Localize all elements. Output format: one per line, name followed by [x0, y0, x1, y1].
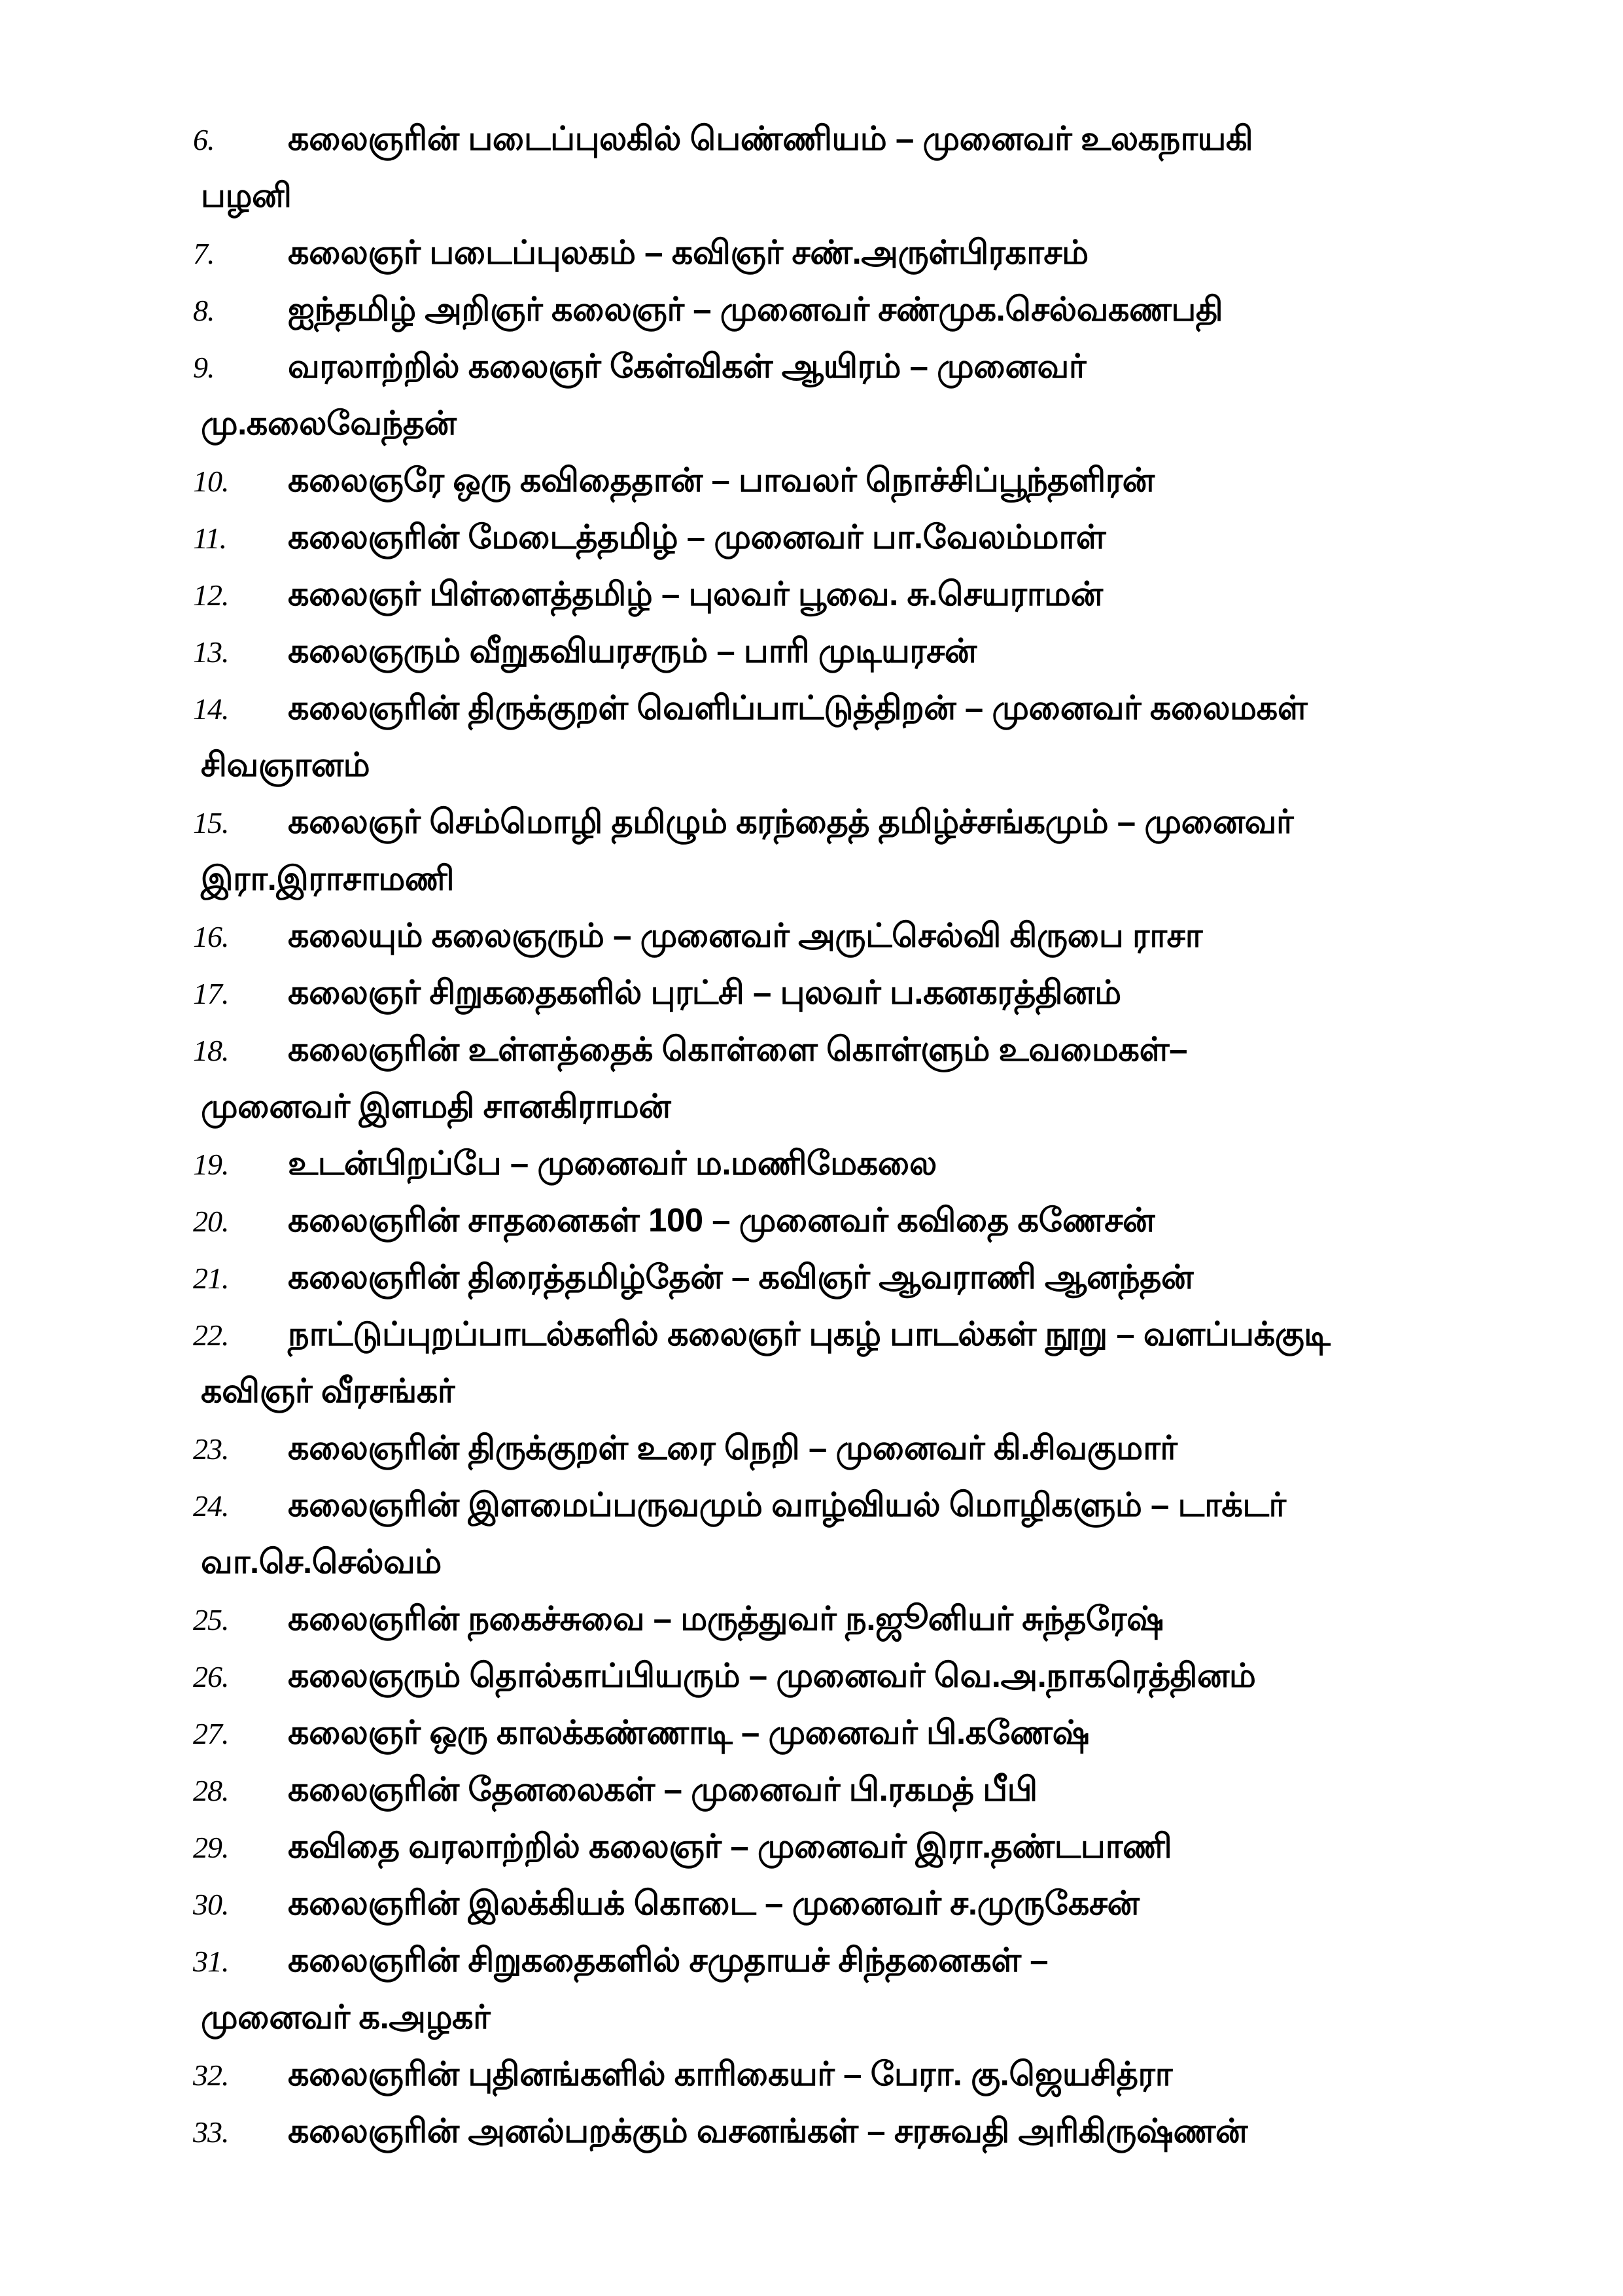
book-list	[193, 110, 1544, 2159]
item-number: 16.	[193, 920, 229, 953]
item-text: கலைஞரின் அனல்பறக்கும் வசனங்கள் – சரசுவதி அரிகிருஷ்ணன்	[288, 2112, 1248, 2149]
item-number: 19.	[193, 1148, 229, 1181]
item-number: 24.	[193, 1489, 229, 1523]
list-item	[193, 964, 1544, 1021]
list-item	[193, 224, 1544, 281]
item-text: கலையும் கலைஞரும் – முனைவர் அருட்செல்வி கிருபை ராசா	[288, 917, 1202, 954]
item-text: கலைஞரின் மேடைத்தமிழ் – முனைவர் பா.வேலம்மாள்	[288, 518, 1106, 556]
list-item	[193, 565, 1544, 622]
item-text: கவிதை வரலாற்றில் கலைஞர் – முனைவர் இரா.தண்டபாணி	[288, 1828, 1172, 1865]
list-item	[193, 907, 1544, 964]
item-continuation: முனைவர் க.அழகர்	[201, 1998, 491, 2036]
list-item	[193, 1875, 1544, 1932]
item-text: கலைஞரின் படைப்புலகில் பெண்ணியம் – முனைவர் உலகநாயகி	[288, 120, 1253, 157]
item-text: கலைஞர் சிறுகதைகளில் புரட்சி – புலவர் ப.கனகரத்தினம்	[288, 974, 1121, 1011]
item-text: கலைஞரே ஒரு கவிதைதான் – பாவலர் நொச்சிப்பூந்தளிரன்	[288, 461, 1155, 499]
item-number: 14.	[193, 692, 229, 726]
list-item	[193, 1932, 1544, 1988]
list-item	[193, 338, 1544, 395]
item-continuation: முனைவர் இளமதி சானகிராமன்	[201, 1087, 671, 1125]
item-number: 32.	[193, 2058, 229, 2092]
item-number: 18.	[193, 1034, 229, 1067]
list-item	[193, 1135, 1544, 1192]
list-item	[193, 793, 1544, 850]
item-text: கலைஞரின் இலக்கியக் கொடை – முனைவர் ச.முருகேசன்	[288, 1884, 1140, 1922]
item-text: நாட்டுப்புறப்பாடல்களில் கலைஞர் புகழ் பாடல்கள் நூறு – வளப்பக்குடி	[288, 1315, 1331, 1352]
item-text: கலைஞரின் புதினங்களில் காரிகையர் – பேரா. கு.ஜெயசித்ரா	[288, 2055, 1172, 2093]
item-number: 15.	[193, 806, 229, 839]
item-text: கலைஞரின் சாதனைகள் 100 – முனைவர் கவிதை கணேசன்	[288, 1201, 1155, 1239]
item-text: கலைஞர் படைப்புலகம் – கவிஞர் சண்.அருள்பிரகாசம்	[288, 234, 1089, 271]
list-item	[193, 1818, 1544, 1875]
item-number: 12.	[193, 578, 229, 612]
item-text: கலைஞரும் வீறுகவியரசரும் – பாரி முடியரசன்	[288, 632, 977, 669]
item-text: ஐந்தமிழ் அறிஞர் கலைஞர் – முனைவர் சண்முக.செல்வகணபதி	[288, 291, 1223, 328]
item-text: கலைஞரும் தொல்காப்பியரும் – முனைவர் வெ.அ.நாகரெத்தினம்	[288, 1657, 1256, 1694]
item-continuation: பழனி	[201, 177, 292, 214]
list-item	[193, 1761, 1544, 1818]
item-text: கலைஞரின் உள்ளத்தைக் கொள்ளை கொள்ளும் உவமைகள்–	[288, 1031, 1187, 1068]
list-item	[193, 1590, 1544, 1647]
item-number: 7.	[193, 237, 215, 270]
list-item	[193, 110, 1544, 167]
item-number: 31.	[193, 1945, 229, 1978]
item-text: கலைஞர் ஒரு காலக்கண்ணாடி – முனைவர் பி.கணேஷ்	[288, 1714, 1090, 1751]
item-text: கலைஞரின் திரைத்தமிழ்தேன் – கவிஞர் ஆவராணி ஆனந்தன்	[288, 1258, 1193, 1296]
list-item	[193, 1704, 1544, 1761]
list-item	[193, 1647, 1544, 1704]
item-number: 10.	[193, 465, 229, 498]
item-number: 27.	[193, 1717, 229, 1750]
list-item	[193, 2102, 1544, 2159]
list-item	[193, 679, 1544, 736]
list-item	[193, 451, 1544, 508]
item-text: வரலாற்றில் கலைஞர் கேள்விகள் ஆயிரம் – முனைவர்	[288, 347, 1086, 385]
item-number: 25.	[193, 1603, 229, 1636]
item-number: 29.	[193, 1831, 229, 1864]
item-number: 23.	[193, 1432, 229, 1466]
item-continuation: இரா.இராசாமணி	[201, 860, 455, 897]
list-item	[193, 1476, 1544, 1533]
item-number: 8.	[193, 294, 215, 327]
list-item	[193, 508, 1544, 565]
item-number: 30.	[193, 1888, 229, 1921]
item-text: கலைஞரின் தேனலைகள் – முனைவர் பி.ரகமத் பீபி	[288, 1771, 1038, 1808]
item-text: கலைஞரின் இளமைப்பருவமும் வாழ்வியல் மொழிகளும் – டாக்டர்	[288, 1486, 1286, 1523]
item-number: 26.	[193, 1660, 229, 1693]
list-item	[193, 622, 1544, 679]
list-item	[193, 2045, 1544, 2102]
list-item	[193, 1305, 1544, 1362]
item-text: கலைஞர் பிள்ளைத்தமிழ் – புலவர் பூவை. சு.செயராமன்	[288, 575, 1103, 612]
item-text: கலைஞரின் சிறுகதைகளில் சமுதாயச் சிந்தனைகள் –	[288, 1941, 1049, 1979]
item-continuation: வா.செ.செல்வம்	[201, 1543, 442, 1580]
item-number: 28.	[193, 1774, 229, 1807]
item-number: 33.	[193, 2115, 229, 2149]
item-number: 21.	[193, 1262, 229, 1295]
item-number: 13.	[193, 635, 229, 669]
item-number: 20.	[193, 1205, 229, 1238]
item-text: உடன்பிறப்பே – முனைவர் ம.மணிமேகலை	[288, 1144, 937, 1182]
item-continuation: கவிஞர் வீரசங்கர்	[201, 1372, 455, 1409]
list-item	[193, 281, 1544, 338]
item-text: கலைஞரின் திருக்குறள் வெளிப்பாட்டுத்திறன் – முனைவர் கலைமகள்	[288, 689, 1308, 726]
list-item	[193, 1248, 1544, 1305]
list-item	[193, 1021, 1544, 1078]
item-number: 6.	[193, 123, 215, 156]
item-number: 17.	[193, 977, 229, 1010]
item-number: 22.	[193, 1318, 229, 1352]
item-text: கலைஞரின் நகைச்சுவை – மருத்துவர் ந.ஜூனியர் சுந்தரேஷ்	[288, 1600, 1164, 1637]
item-continuation: மு.கலைவேந்தன்	[201, 404, 457, 442]
list-item	[193, 1419, 1544, 1476]
item-continuation: சிவஞானம்	[201, 746, 370, 783]
list-item	[193, 1192, 1544, 1248]
item-text: கலைஞர் செம்மொழி தமிழும் கரந்தைத் தமிழ்ச்சங்கமும் – முனைவர்	[288, 803, 1294, 840]
item-text: கலைஞரின் திருக்குறள் உரை நெறி – முனைவர் கி.சிவகுமார்	[288, 1429, 1178, 1466]
item-number: 11.	[193, 521, 227, 555]
item-number: 9.	[193, 351, 215, 384]
